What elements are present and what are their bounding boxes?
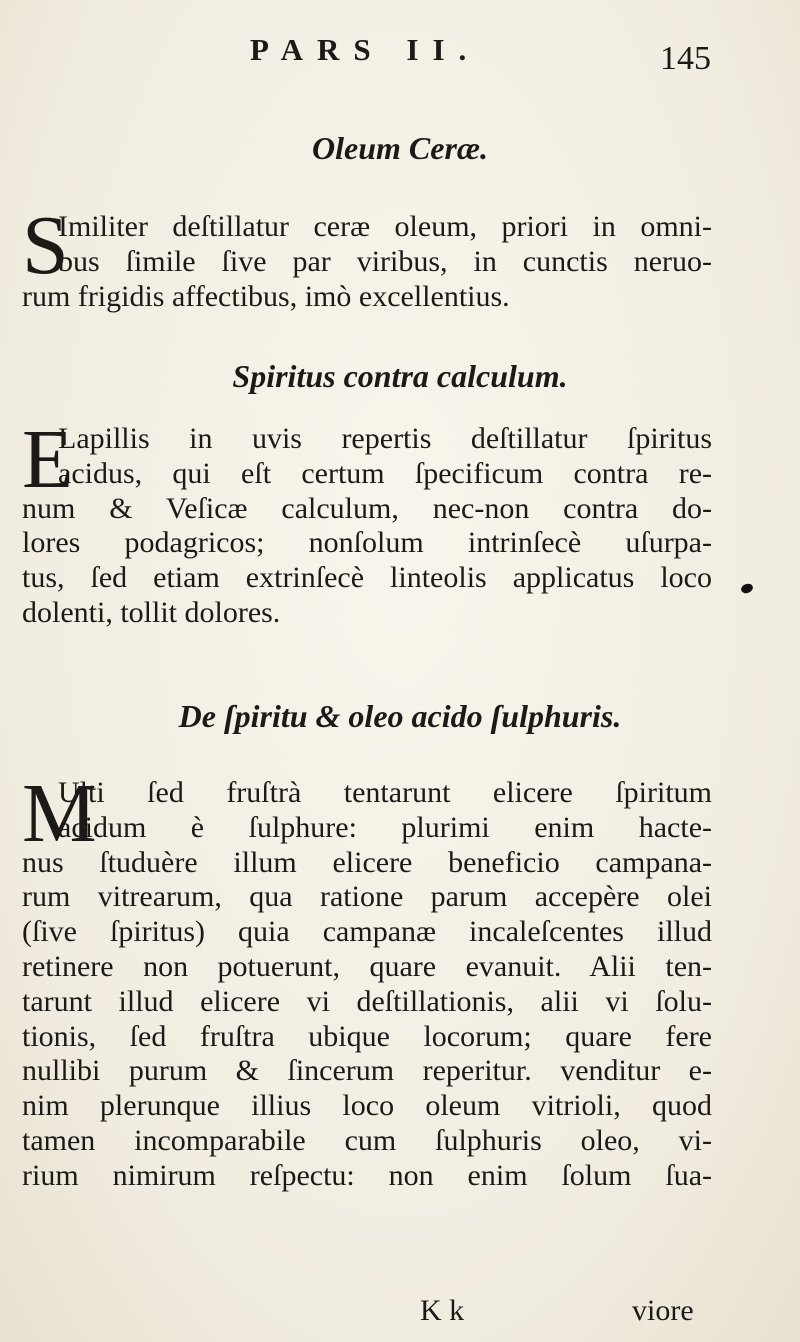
- text-line: nim plerunque illius loco oleum vitrioli, quod: [22, 1089, 712, 1123]
- paragraph-spiritus-contra-calculum: [22, 413, 712, 631]
- dropcap: S: [22, 199, 69, 292]
- text-line: retinere non potuerunt, quare evanuit. Alii ten-: [22, 949, 712, 983]
- text-line: acidus, qui eſt certum ſpecificum contra re-: [58, 456, 712, 490]
- dropcap: E: [22, 413, 74, 506]
- section-heading-de-spiritu-sulphuris: De ſpiritu & oleo acido ſulphuris.: [178, 698, 622, 734]
- text-line: (ſive ſpiritus) quia campanæ incaleſcentes illud: [22, 915, 712, 949]
- text-line: rum vitrearum, qua ratione parum accepère olei: [22, 880, 712, 914]
- paragraph-oleum-cerae: [22, 199, 712, 314]
- text-line: num & Veſicæ calculum, nec-non contra do-: [22, 491, 712, 525]
- text-line: Lapillis in uvis repertis deſtillatur ſpiritus: [58, 422, 712, 455]
- section-heading-spiritus-contra-calculum: Spiritus contra calculum.: [232, 358, 568, 394]
- paragraph-de-spiritu-sulphuris: [22, 767, 712, 1194]
- signature-mark: K k: [420, 1294, 465, 1327]
- text-line: tionis, ſed fruſtra ubique locorum; quare fere: [22, 1019, 712, 1053]
- text-line: Ulti ſed fruſtrà tentarunt elicere ſpiritum: [58, 776, 712, 809]
- text-line: nullibi purum & ſincerum reperitur. venditur e-: [22, 1054, 712, 1088]
- catchword: viore: [632, 1294, 694, 1327]
- text-line: bus ſimile ſive par viribus, in cunctis neruo-: [58, 244, 712, 278]
- page-number: 145: [660, 40, 711, 77]
- text-line: acidum è ſulphure: plurimi enim hacte-: [58, 810, 712, 844]
- page-footer: [0, 1294, 800, 1334]
- text-line: Imiliter deſtillatur ceræ oleum, priori in omni-: [58, 210, 712, 243]
- running-title: PARS II.: [250, 32, 481, 67]
- ink-blot: [740, 582, 754, 595]
- dropcap: M: [22, 767, 97, 860]
- section-heading-oleum-cerae: Oleum Ceræ.: [312, 130, 488, 166]
- text-line: rium nimirum reſpectu: non enim ſolum ſua-: [22, 1158, 712, 1192]
- text-line: tus, ſed etiam extrinſecè linteolis applicatus loco: [22, 561, 712, 595]
- text-line: tamen incomparabile cum ſulphuris oleo, vi-: [22, 1123, 712, 1157]
- text-line: dolenti, tollit dolores.: [22, 595, 281, 629]
- running-head: [0, 30, 800, 80]
- text-line: tarunt illud elicere vi deſtillationis, alii vi ſolu-: [22, 984, 712, 1018]
- text-line: rum frigidis affectibus, imò excellentius.: [22, 279, 510, 313]
- text-line: lores podagricos; nonſolum intrinſecè uſurpa-: [22, 526, 712, 560]
- text-line: nus ſtuduère illum elicere beneficio campana-: [22, 845, 712, 879]
